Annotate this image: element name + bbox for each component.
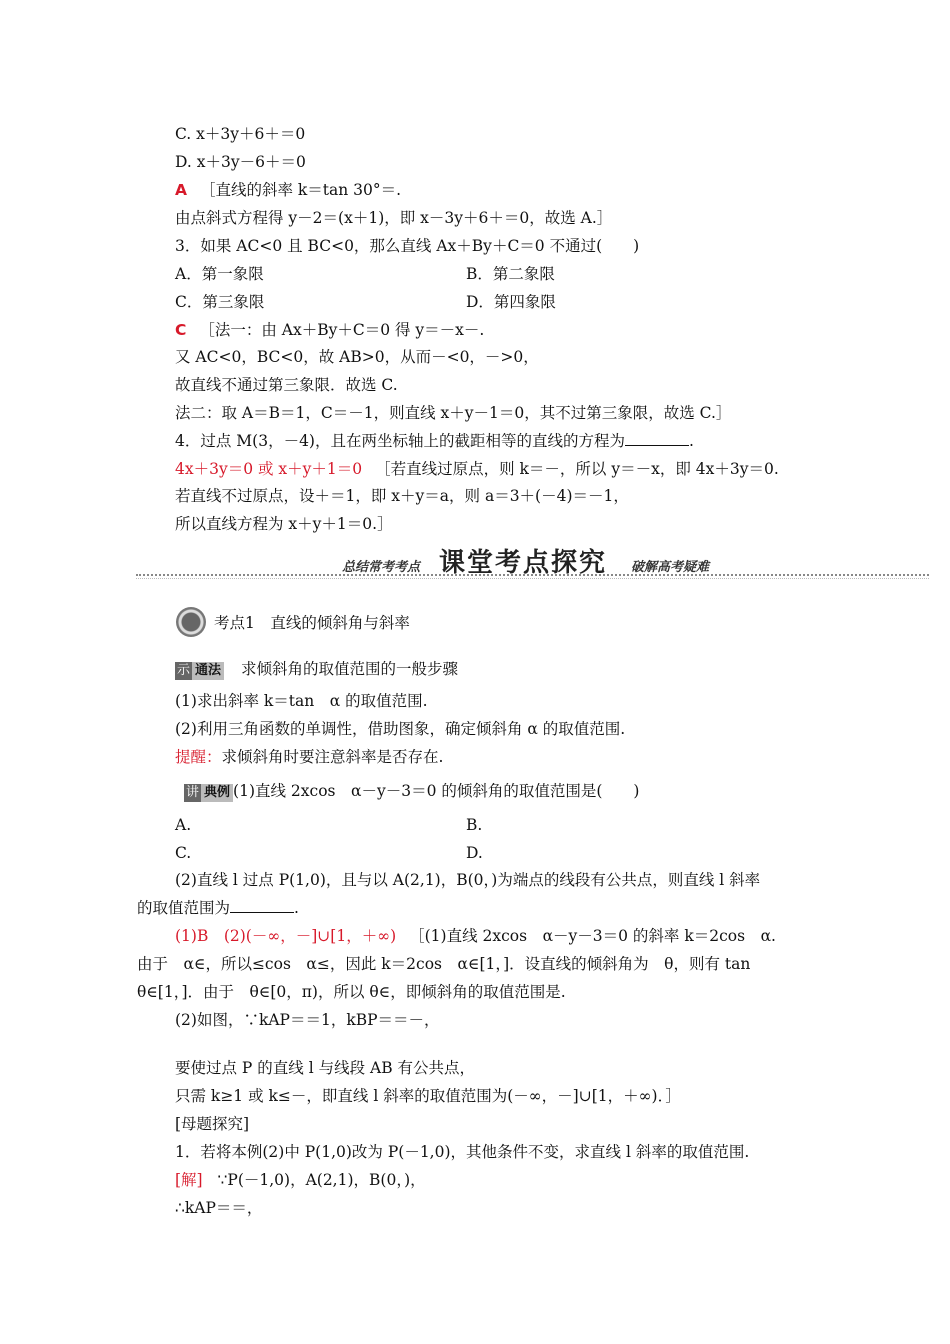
q3-stem: 3．如果 AC<0 且 BC<0，那么直线 Ax＋By＋C＝0 不通过( ) (175, 237, 640, 255)
solution-line1 (175, 1170, 426, 1190)
section-heading: 考点1 直线的倾斜角与斜率 (214, 614, 410, 632)
banner-title: 课堂考点探究 (439, 548, 608, 578)
example-answer-red: (1)B (2)(－∞，－]∪[1，＋∞) (175, 927, 397, 945)
example-option-d: D. (466, 844, 483, 862)
q4-answer-line2: 若直线不过原点，设＋＝1，即 x＋y＝a，则 a＝3＋(－4)＝－1， (175, 487, 629, 505)
q3-answer-line3: 故直线不通过第三象限．故选 C. (175, 376, 398, 394)
banner-divider (136, 574, 929, 576)
example-label: 典例 (201, 784, 233, 802)
q4-stem-text: 4．过点 M(3，－4)，且在两坐标轴上的截距相等的直线的方程为 (175, 432, 625, 450)
example-answer-line1 (175, 926, 776, 946)
q4-answer-text: ［若直线过原点，则 k＝－，所以 y＝－x，即 4x＋3y＝0. (375, 460, 779, 478)
q3-answer-text: ［法一：由 Ax＋By＋C＝0 得 y＝－x－. (199, 321, 485, 339)
q4-answer-line3: 所以直线方程为 x＋y＋1＝0.］ (175, 515, 393, 533)
example-option-c: C. (175, 844, 192, 862)
method-step2: (2)利用三角函数的单调性，借助图象，确定倾斜角 α 的取值范围. (175, 720, 626, 738)
example-heading (184, 781, 639, 802)
solution-label: [解] (175, 1171, 203, 1189)
solution-line2: ∴kAP＝＝， (175, 1199, 263, 1217)
mother-problem-label: [母题探究] (175, 1115, 250, 1133)
answer-text: ［直线的斜率 k＝tan 30°＝. (199, 181, 402, 199)
q3-answer-line4: 法二：取 A＝B＝1，C＝－1，则直线 x＋y－1＝0，其不过第三象限，故选 C.］ (175, 404, 732, 422)
solution-text: ∵P(－1,0)，A(2,1)，B(0，)， (217, 1171, 426, 1189)
example-q2-line1: (2)直线 l 过点 P(1,0)，且与以 A(2,1)，B(0，)为端点的线段有公共点，则直线 l 斜率 (175, 871, 761, 889)
mother-problem-q1: 1．若将本例(2)中 P(1,0)改为 P(－1,0)，其他条件不变，求直线 l 斜率的取值范围. (175, 1143, 750, 1161)
example-answer-line4: (2)如图，∵kAP＝＝1，kBP＝＝－， (175, 1011, 440, 1029)
example-q1: (1)直线 2xcos α－y－3＝0 的倾斜角的取值范围是( ) (233, 782, 640, 800)
tip-line (175, 747, 443, 767)
banner-divider-secondary (136, 578, 929, 579)
answer-a-line (175, 180, 401, 200)
example-answer-line2: 由于 α∈，所以≤cos α≤，因此 k＝2cos α∈[1，]．设直线的倾斜角为 θ，则有 tan (137, 955, 751, 973)
q3-option-c: C．第三象限 (175, 293, 265, 311)
q4-stem-end: . (688, 432, 694, 450)
option-d: D. x＋3y－6＋＝0 (175, 153, 306, 171)
q3-answer-letter: C (175, 321, 187, 339)
method-step1: (1)求出斜率 k＝tan α 的取值范围. (175, 692, 428, 710)
example-answer-line6: 只需 k≥1 或 k≤－，即直线 l 斜率的取值范围为(－∞，－]∪[1，＋∞)．］ (175, 1087, 681, 1105)
example-option-b: B. (466, 816, 483, 834)
method-heading (175, 659, 458, 680)
q3-option-b: B．第二象限 (466, 265, 555, 283)
answer-letter: A (175, 181, 187, 199)
section-banner (136, 540, 929, 582)
tip-text: 求倾斜角时要注意斜率是否存在. (221, 748, 444, 766)
blank-line (230, 898, 294, 913)
q4-answer-line1 (175, 459, 779, 479)
q3-answer-line1 (175, 320, 484, 340)
method-title: 求倾斜角的取值范围的一般步骤 (240, 660, 458, 678)
example-answer-line3: θ∈[1，]．由于 θ∈[0，π)，所以 θ∈，即倾斜角的取值范围是. (137, 983, 566, 1001)
q3-option-d: D．第四象限 (466, 293, 556, 311)
q4-stem (175, 431, 694, 451)
section-circle-icon (176, 607, 206, 637)
option-c: C. x＋3y＋6＋＝0 (175, 125, 306, 143)
example-option-a: A. (175, 816, 192, 834)
example-q2-text: 的取值范围为 (137, 899, 231, 917)
banner-right-text: 破解高考疑难 (631, 560, 710, 575)
banner-left-text: 总结常考考点 (342, 560, 421, 575)
example-q2-line2 (137, 898, 299, 918)
example-answer-text: ［(1)直线 2xcos α－y－3＝0 的斜率 k＝2cos α. (409, 927, 776, 945)
q3-answer-line2: 又 AC<0，BC<0，故 AB>0，从而－<0，－>0， (175, 348, 539, 366)
q4-answer-red: 4x＋3y＝0 或 x＋y＋1＝0 (175, 460, 363, 478)
example-q2-end: . (294, 899, 299, 917)
tip-label: 提醒： (175, 748, 222, 766)
example-tag-icon: 讲 (186, 785, 200, 800)
answer-line2: 由点斜式方程得 y－2＝(x＋1)，即 x－3y＋6＋＝0，故选 A.］ (175, 209, 613, 227)
method-tag-icon: 示 (177, 663, 191, 678)
example-answer-line5: 要使过点 P 的直线 l 与线段 AB 有公共点， (175, 1059, 476, 1077)
method-label: 通法 (192, 662, 224, 680)
blank-line (625, 431, 689, 446)
q3-option-a: A．第一象限 (175, 265, 264, 283)
